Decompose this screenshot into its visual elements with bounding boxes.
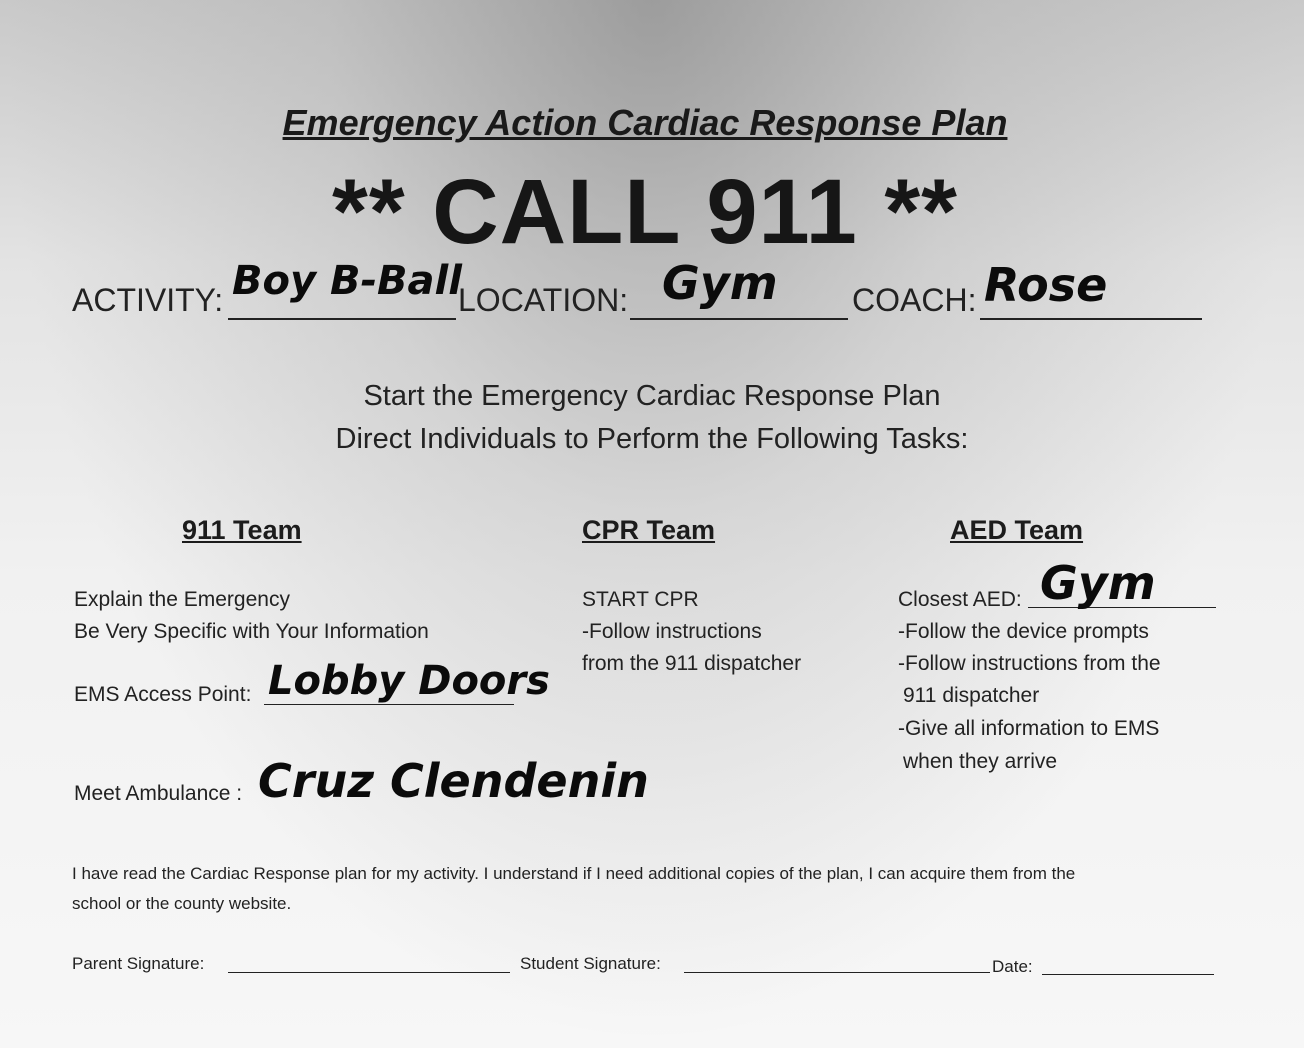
- acknowledgement-line-1: I have read the Cardiac Response plan for my activity. I understand if I need additional copies of the plan, I can acquire them from the: [72, 864, 1076, 883]
- coach-value: Rose: [984, 258, 1108, 312]
- aed-line-1: -Follow the device prompts: [898, 620, 1149, 643]
- parent-signature-label: Parent Signature:: [72, 954, 205, 973]
- ems-access-value: Lobby Doors: [268, 658, 550, 704]
- aed-line-2: -Follow instructions from the: [898, 652, 1161, 675]
- meet-ambulance-label: Meet Ambulance :: [74, 782, 243, 805]
- aed-line-4: -Give all information to EMS: [898, 717, 1160, 740]
- closest-aed-value: Gym: [1040, 556, 1156, 610]
- ems-access-underline: [264, 704, 514, 705]
- cpr-line-3: from the 911 dispatcher: [582, 652, 802, 675]
- date-line: [1042, 974, 1214, 975]
- parent-signature-line: [228, 972, 510, 973]
- cpr-line-1: START CPR: [582, 588, 699, 611]
- aed-team-heading: AED Team: [950, 515, 1084, 545]
- aed-line-5: when they arrive: [903, 750, 1058, 773]
- team-911-line-2: Be Very Specific with Your Information: [74, 620, 429, 643]
- coach-label: COACH:: [852, 282, 977, 318]
- team-911-heading: 911 Team: [182, 515, 302, 545]
- closest-aed-label: Closest AED:: [898, 588, 1022, 611]
- location-underline: [630, 318, 848, 320]
- intro-line-2: Direct Individuals to Perform the Following Tasks:: [335, 423, 969, 455]
- date-label: Date:: [992, 957, 1033, 976]
- coach-underline: [980, 318, 1202, 320]
- team-911-line-1: Explain the Emergency: [74, 588, 290, 611]
- aed-line-3: 911 dispatcher: [903, 684, 1040, 707]
- cpr-team-heading: CPR Team: [582, 515, 716, 545]
- meet-ambulance-value: Cruz Clendenin: [258, 754, 649, 808]
- call-911-heading: ** CALL 911 **: [332, 161, 958, 263]
- intro-line-1: Start the Emergency Cardiac Response Plan: [363, 380, 941, 412]
- cpr-line-2: -Follow instructions: [582, 620, 762, 643]
- student-signature-line: [684, 972, 990, 973]
- activity-value: Boy B-Ball: [232, 258, 462, 304]
- activity-label: ACTIVITY:: [72, 282, 224, 318]
- acknowledgement-line-2: school or the county website.: [72, 894, 292, 913]
- plan-title: Emergency Action Cardiac Response Plan: [282, 102, 1008, 143]
- ems-access-label: EMS Access Point:: [74, 683, 252, 706]
- activity-underline: [228, 318, 456, 320]
- student-signature-label: Student Signature:: [520, 954, 661, 973]
- location-value: Gym: [662, 256, 778, 310]
- location-label: LOCATION:: [458, 282, 629, 318]
